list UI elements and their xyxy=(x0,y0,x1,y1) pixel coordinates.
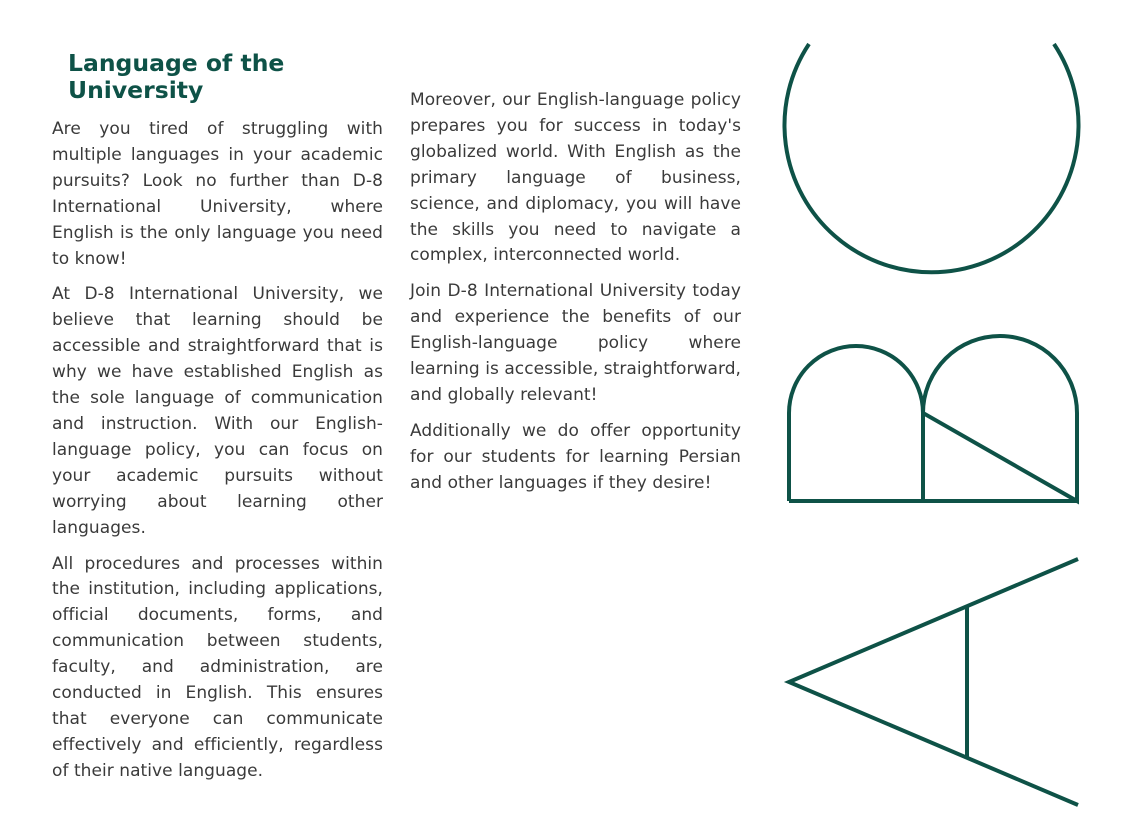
paragraph: At D-8 International University, we believe that learning should be accessible and straightforward that is why we have established English as the sole language of communication and instruction. With our English-language policy, you can focus on your academic pursuits without worrying about learning other languages. xyxy=(52,284,383,538)
paragraph: All procedures and processes within the institution, including applications, official documents, forms, and communication between students, faculty, and administration, are conducted in English. This ensures that everyone can communicate effectively and efficiently, regardless of their native language. xyxy=(52,553,383,781)
paragraph: Additionally we do offer opportunity for our students for learning Persian and other languages if they desire! xyxy=(410,420,741,493)
letter-b-arches-icon xyxy=(789,336,1077,501)
paragraph: Join D-8 International University today and experience the benefits of our English-language policy where learning is accessible, straightforward, and globally relevant! xyxy=(410,281,741,405)
paragraph: Moreover, our English-language policy prepares you for success in today's globalized world. With English as the primary language of business, science, and diplomacy, you will have the skills you need to navigate a complex, interconnected world. xyxy=(410,90,741,266)
page-title: Language of the University xyxy=(68,49,285,104)
circle-letter-icon xyxy=(785,44,1079,272)
paragraph: Are you tired of struggling with multiple languages in your academic pursuits? Look no further than D-8 International University, where English is the only language you need to know! xyxy=(52,119,383,269)
letter-a-triangle-icon xyxy=(789,559,1078,805)
